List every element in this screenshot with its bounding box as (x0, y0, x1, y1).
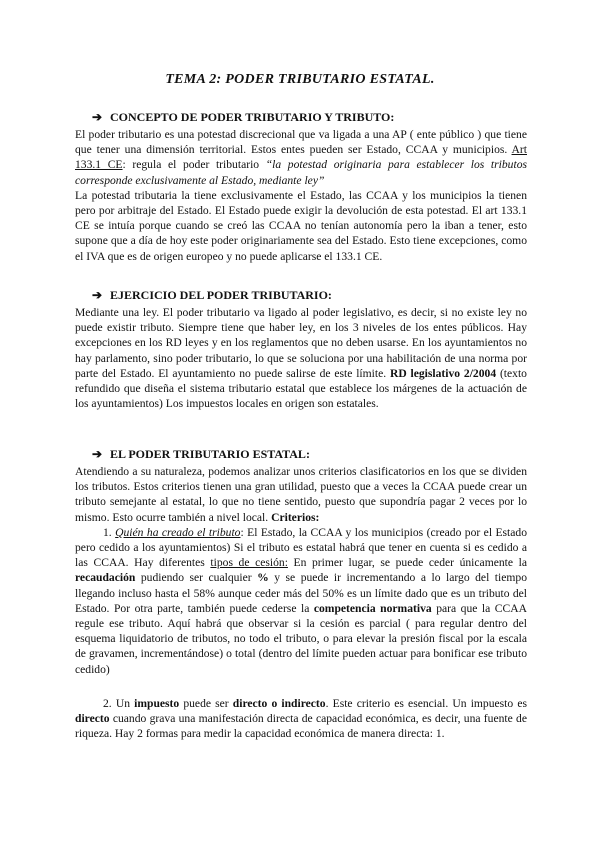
paragraph-text: El poder tributario es una potestad discrecional que va ligada a una AP ( ente público ) que tiene que tener una dimensión territorial. Estos entes pueden ser Estado, CCAA y municipios. (75, 128, 527, 157)
legal-quote: “la potestad originaria para establecer los tributos corresponde exclusivamente al Estado, mediante ley” (75, 158, 527, 187)
section-heading-label: CONCEPTO DE PODER TRIBUTARIO Y TRIBUTO: (110, 110, 395, 124)
paragraph-text: para que la CCAA regule ese tributo. Aquí habrá que observar si la cesión es parcial ( para regular dentro del esquema liquidatorio de tributos, no todo el tributo, o para elevar la presión fiscal por la escala de gravamen, incrementándose) o total (dentro del límite pueden actuar para bonificar ese tributo cedido) (75, 601, 527, 676)
paragraph-text: pudiendo ser cualquier (135, 571, 258, 585)
list-item-2-block (75, 696, 527, 742)
paragraph: La potestad tributaria la tiene exclusivamente el Estado, las CCAA y los municipios la tienen pero por arbitraje del Estado. El Estado puede exigir la devolución de esta potestad. El art 133.1 CE se intuía porque cuando se creó las CCAA no tenían autonomía pero la iban a tener, esto supone que a día de hoy este poder originariamente sea del Estado. Esto tiene excepciones, como el IVA que es de origen europeo y no puede aplicarse el 133.1 CE. (75, 188, 527, 263)
bold-text: Criterios: (271, 510, 320, 524)
paragraph-text: : El Estado, la CCAA y los municipios (creado por el Estado pero cedido a los ayuntamientos) Si el tributo es estatal habrá que tener en cuenta si es cedido a las CCAA. Hay diferentes (75, 525, 528, 570)
section-body-ejercicio (75, 305, 527, 411)
paragraph-text: cuando grava una manifestación directa de capacidad económica, es decir, una fuente de riqueza. Hay 2 formas para medir la capacidad económica de manera directa: 1. (75, 712, 527, 741)
arrow-icon: ➔ (92, 288, 103, 302)
underlined-text: tipos de cesión: (210, 556, 288, 570)
paragraph (75, 464, 527, 525)
paragraph-text: En primer lugar, se puede ceder únicamente la (287, 556, 527, 570)
paragraph-text: Mediante una ley. El poder tributario va ligado al poder legislativo, es decir, si no existe ley no puede existir tributo. Siempre tiene que haber ley, en los 3 niveles de los entes públicos. Hay excepciones en los RD leyes y en los reglamentos que no deben usarse. En los ayuntamientos no hay parlamento, sino poder tributario, lo que se soluciona por una habilitación de una norma por parte del Estado. El ayuntamiento no puede salirse de este límite. (75, 306, 527, 380)
paragraph-text: . Este criterio es esencial. Un impuesto es (325, 697, 527, 710)
list-number: 1. (103, 525, 112, 539)
section-heading-label: EL PODER TRIBUTARIO ESTATAL: (110, 447, 310, 461)
page-title: TEMA 2: PODER TRIBUTARIO ESTATAL. (165, 72, 435, 87)
paragraph-text: : regula el poder tributario (122, 158, 266, 172)
bold-text: impuesto (134, 697, 180, 710)
paragraph (75, 305, 527, 411)
bold-text: % (257, 571, 269, 585)
bold-text: competencia normativa (313, 601, 432, 615)
section-heading-label: EJERCICIO DEL PODER TRIBUTARIO: (110, 288, 332, 302)
list-item-1 (75, 525, 527, 677)
arrow-icon: ➔ (92, 110, 103, 124)
paragraph-text: puede ser (179, 697, 233, 710)
bold-text: directo o indirecto (232, 697, 326, 710)
paragraph-text: Atendiendo a su naturaleza, podemos analizar unos criterios clasificatorios en los que se dividen los tributos. Estos criterios tienen una gran utilidad, puesto que a veces la CCAA puede crear un tributo semejante al estatal, lo que no tiene sentido, puesto que supondría pagar 2 veces por lo mismo. Esto ocurre también a nivel local. (75, 465, 527, 524)
paragraph (75, 127, 527, 188)
bold-text: directo (75, 712, 110, 726)
list-number: 2. (103, 697, 112, 710)
bold-reference: RD legislativo 2/2004 (389, 366, 497, 380)
section-body-concepto (75, 127, 527, 264)
section-heading-ejercicio (92, 288, 332, 303)
bold-text: recaudación (75, 571, 136, 585)
criterion-question: Quién ha creado el tributo (115, 525, 241, 539)
article-reference: Art 133.1 CE (75, 143, 527, 172)
paragraph-text: (texto refundido que diseña el sistema tributario estatal que establece los márgenes de la actuación de los ayuntamientos) Los impuestos locales en origen son estatales. (75, 366, 527, 411)
list-item-2 (75, 696, 527, 742)
section-heading-estatal (92, 447, 310, 462)
paragraph-text: y se puede ir incrementando a lo largo del tiempo llegando incluso hasta el 58% aunque ceder más del 50% es un límite dado que es un tributo del Estado. Por otra parte, también puede cederse la (75, 571, 527, 615)
arrow-icon: ➔ (92, 447, 103, 461)
section-heading-concepto (92, 110, 394, 125)
paragraph-text: Un (115, 697, 135, 710)
section-body-estatal (75, 464, 527, 677)
